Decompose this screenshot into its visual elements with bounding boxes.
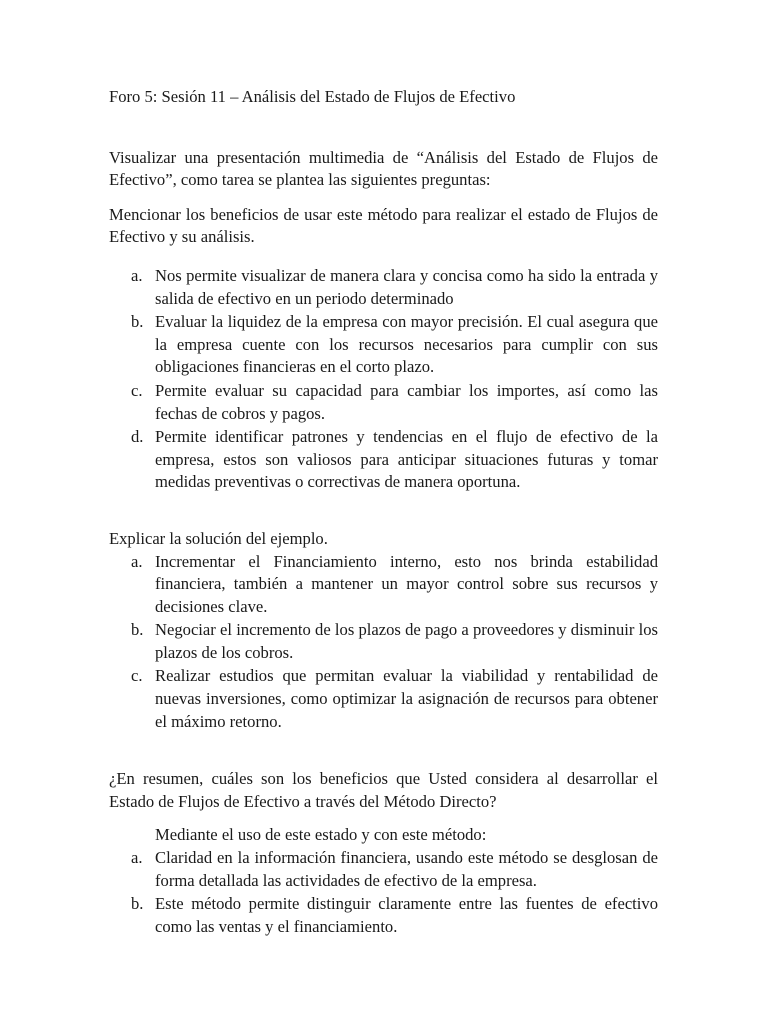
list-item-text: Realizar estudios que permitan evaluar la viabilidad y rentabilidad de nuevas inversiones, como optimizar la asignación de recursos para obtener el máximo retorno. [155, 666, 658, 731]
list-item-text: Permite evaluar su capacidad para cambiar los importes, así como las fechas de cobros y pagos. [155, 380, 658, 423]
list-item-text: Nos permite visualizar de manera clara y concisa como ha sido la entrada y salida de efectivo en un periodo determinado [155, 265, 658, 308]
list-marker: b. [131, 620, 144, 640]
answer-list-1 [109, 265, 658, 494]
list-item-text: Evaluar la liquidez de la empresa con mayor precisión. El cual asegura que la empresa cuente con los recursos necesarios para cumplir con sus obligaciones financieras en el corto plazo. [155, 312, 658, 377]
list-marker: c. [131, 666, 143, 686]
list-marker: c. [131, 380, 143, 400]
answer-list-3 [109, 847, 658, 938]
question-2: Explicar la solución del ejemplo. [109, 528, 328, 548]
list-item [109, 665, 658, 733]
list-marker: b. [131, 312, 144, 332]
page-title: Foro 5: Sesión 11 – Análisis del Estado de Flujos de Efectivo [109, 87, 516, 106]
list-item-text: Este método permite distinguir claramente entre las fuentes de efectivo como las ventas y el financiamiento. [155, 894, 658, 936]
list-item-text: Permite identificar patrones y tendencias en el flujo de efectivo de la empresa, estos son valiosos para anticipar situaciones futuras y tomar medidas preventivas o correctivas de manera oportuna. [155, 427, 658, 492]
list-item-text: Negociar el incremento de los plazos de pago a proveedores y disminuir los plazos de los cobros. [155, 620, 658, 662]
list-item [109, 893, 658, 938]
question-1: Mencionar los beneficios de usar este método para realizar el estado de Flujos de Efectivo y su análisis. [109, 204, 658, 247]
intro-paragraph: Visualizar una presentación multimedia de “Análisis del Estado de Flujos de Efectivo”, como tarea se plantea las siguientes preguntas: [109, 147, 658, 190]
list-item-text: Claridad en la información financiera, usando este método se desglosan de forma detallada las actividades de efectivo de la empresa. [155, 848, 658, 890]
answer-list-2 [109, 551, 658, 734]
list-item-text: Incrementar el Financiamiento interno, esto nos brinda estabilidad financiera, también a mantener un mayor control sobre sus recursos y decisiones clave. [155, 551, 658, 616]
list-marker: a. [131, 848, 143, 868]
list-marker: a. [131, 551, 143, 571]
document-page [109, 86, 658, 939]
list-item [109, 311, 658, 379]
list-item [109, 847, 658, 892]
list-item [109, 265, 658, 310]
list-item [109, 551, 658, 619]
list-marker: b. [131, 894, 144, 914]
list-marker: a. [131, 265, 143, 285]
list-item [109, 619, 658, 664]
list-item [109, 426, 658, 494]
question-3: ¿En resumen, cuáles son los beneficios que Usted considera al desarrollar el Estado de Flujos de Efectivo a través del Método Directo? [109, 769, 658, 811]
list-marker: d. [131, 427, 144, 447]
list-item [109, 380, 658, 425]
question-3-intro: Mediante el uso de este estado y con este método: [155, 825, 487, 845]
